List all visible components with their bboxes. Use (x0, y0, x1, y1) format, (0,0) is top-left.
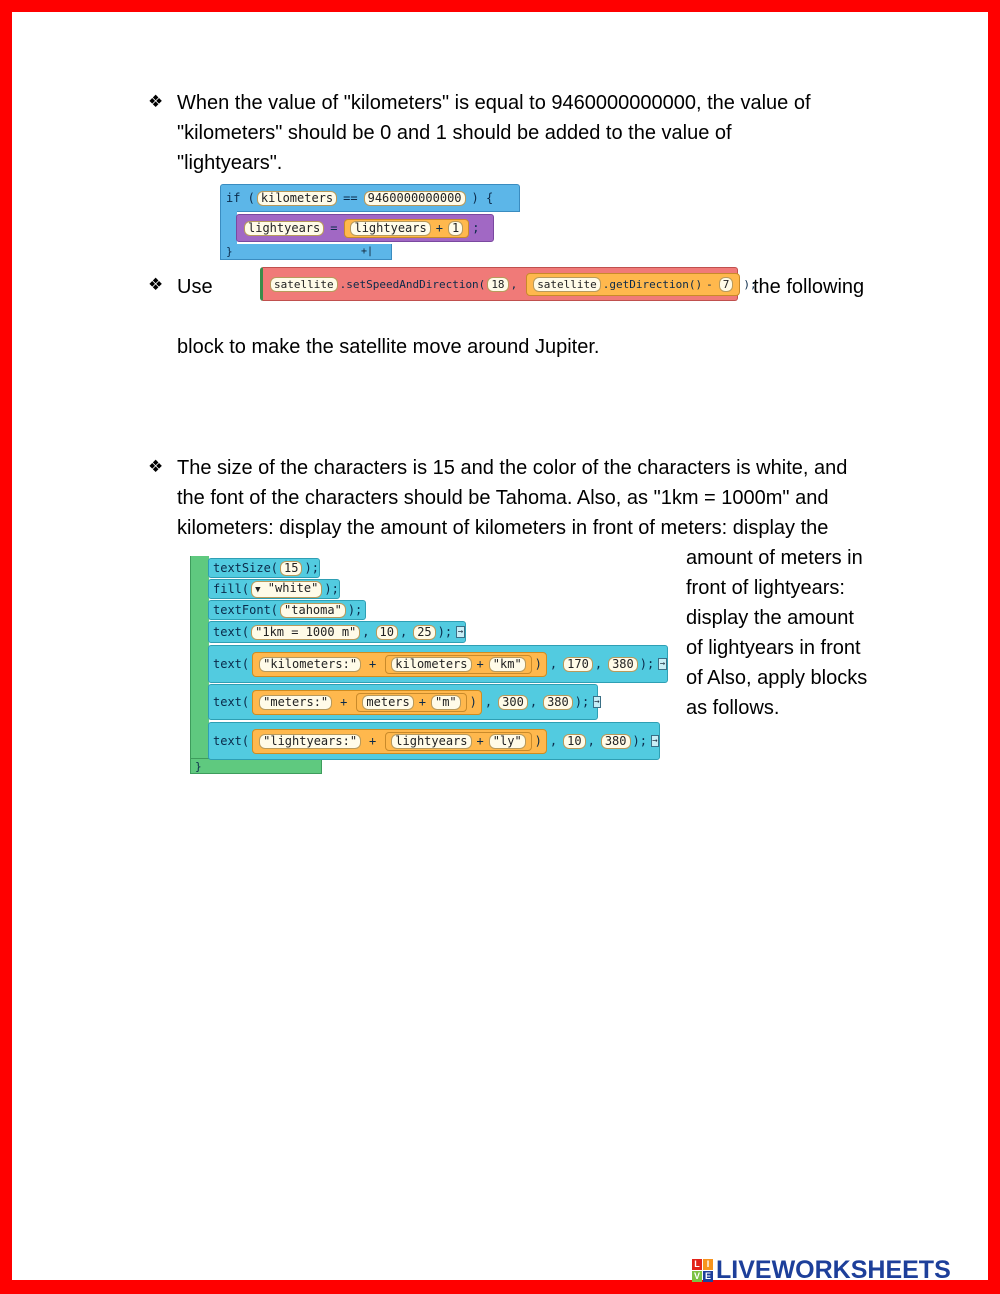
green-bottom (190, 758, 322, 774)
if-block-top (220, 184, 520, 212)
plus-op: + (369, 657, 377, 671)
text-font-close: ); (347, 603, 363, 617)
unit-literal-2: "km" (489, 657, 526, 672)
add-expression (344, 219, 469, 238)
remove-arg-icon[interactable]: → (457, 627, 464, 637)
y-literal-2: 380 (608, 657, 638, 672)
logo-letter-v: V (693, 1270, 700, 1281)
seven-literal: 7 (719, 277, 734, 292)
set-speed-method: .setSpeedAndDirection( (339, 277, 486, 291)
y-literal-3: 380 (543, 695, 573, 710)
text-call-block-3 (208, 684, 598, 720)
lightyears-var: lightyears (391, 734, 471, 749)
green-spine (190, 556, 209, 772)
remove-arg-icon[interactable]: → (652, 736, 658, 746)
bullet3-side-line1: amount of meters in (686, 547, 863, 569)
text-size-close: ); (304, 561, 319, 575)
rparen: ) (534, 734, 542, 748)
unit-literal-3: "m" (431, 695, 461, 710)
bullet3-side-line4: of lightyears in front (686, 637, 861, 659)
text-size-fn: textSize( (213, 561, 279, 575)
var-unit-expression-3 (356, 693, 466, 712)
var-unit-expression-2 (385, 655, 531, 674)
color-dropdown[interactable] (251, 581, 322, 598)
size-literal: 15 (280, 561, 302, 576)
minus-op: - (706, 277, 713, 291)
color-literal: "white" (267, 580, 319, 595)
plus-op: + (476, 657, 484, 671)
concat-expression-4 (252, 729, 547, 754)
var-unit-expression-4 (385, 732, 531, 751)
kilometers-var: kilometers (257, 191, 337, 206)
call-end: ); (743, 277, 757, 291)
speed-literal: 18 (487, 277, 508, 292)
bullet1-line3: "lightyears". (177, 152, 283, 174)
semicolon: ; (472, 221, 480, 235)
if-block-bottom (220, 244, 392, 260)
block-end-brace: } (195, 759, 202, 773)
text-fn: text( (213, 695, 250, 709)
direction-expression (526, 273, 740, 296)
fill-close: ); (324, 582, 339, 596)
text-call-block-2 (208, 645, 668, 683)
y-literal-1: 25 (413, 625, 435, 640)
text-font-block (208, 600, 366, 620)
y-literal-4: 380 (601, 734, 631, 749)
kilometers-var: kilometers (391, 657, 471, 672)
bullet3-side-line2: front of lightyears: (686, 577, 845, 599)
bullet2-suffix: the following (753, 276, 865, 298)
equals-op: == (343, 191, 358, 205)
bullet3-side-line5: of Also, apply blocks (686, 667, 868, 689)
add-statement-button[interactable]: +| (361, 246, 374, 257)
text-fn: text( (213, 734, 250, 748)
plus-op: + (340, 695, 348, 709)
x-literal-3: 300 (498, 695, 528, 710)
get-direction-method: .getDirection() (602, 277, 703, 291)
bullet3-side-line6: as follows. (686, 697, 780, 719)
diamond-bullet-icon: ❖ (148, 92, 164, 111)
logo-brand-text: LIVEWORKSHEETS (716, 1255, 951, 1284)
assign-op: = (330, 221, 338, 235)
comma-2: , (529, 695, 538, 709)
fill-fn: fill( (213, 582, 250, 596)
text-fn: text( (213, 625, 250, 639)
x-literal-1: 10 (376, 625, 398, 640)
set-speed-direction-block (260, 267, 757, 301)
bullet2-prefix: Use (177, 276, 213, 298)
unit-literal-4: "ly" (489, 734, 526, 749)
text-close-3: ); (574, 695, 590, 709)
if-end-brace: } (226, 245, 233, 258)
concat-expression-3 (252, 690, 482, 715)
logo-letter-e: E (704, 1270, 711, 1281)
bullet3-line3: kilometers: display the amount of kilometers in front of meters: display the (177, 517, 829, 539)
value-literal: 9460000000000 (364, 191, 466, 206)
bullet3-side-line3: display the amount (686, 607, 854, 629)
text-close-2: ); (639, 657, 655, 671)
one-literal: 1 (448, 221, 463, 236)
font-literal: "tahoma" (280, 603, 346, 618)
rparen: ) (534, 657, 542, 671)
plus-op: + (476, 734, 484, 748)
x-literal-2: 170 (563, 657, 593, 672)
bullet2-line2: block to make the satellite move around Jupiter. (177, 336, 600, 358)
satellite-object: satellite (270, 277, 338, 292)
plus-op: + (418, 695, 426, 709)
remove-arg-icon[interactable]: → (594, 697, 600, 707)
comma-2: , (587, 734, 595, 748)
text-call-block-1 (208, 621, 466, 643)
lightyears-var: lightyears (244, 221, 324, 236)
rparen: ) (469, 695, 477, 709)
text-fn: text( (213, 657, 250, 671)
comma-1: , (549, 734, 558, 748)
remove-arg-icon[interactable]: → (659, 659, 666, 669)
plus-op: + (369, 734, 377, 748)
text-code-block (188, 556, 672, 776)
logo-letter-l: L (692, 1259, 702, 1270)
text-close-1: ); (437, 625, 453, 639)
comma-1: , (549, 657, 558, 671)
bullet1-line2: "kilometers" should be 0 and 1 should be added to the value of (177, 122, 732, 144)
string-literal-4: "lightyears:" (259, 734, 361, 749)
plus-op: + (435, 221, 443, 235)
comma-1: , (484, 695, 493, 709)
lightyears-operand: lightyears (350, 221, 430, 236)
comma-1: , (362, 625, 370, 639)
text-size-block (208, 558, 320, 578)
comma-2: , (399, 625, 408, 639)
x-literal-4: 10 (563, 734, 585, 749)
worksheet-page (12, 12, 988, 1284)
meters-var: meters (362, 695, 413, 710)
arg-comma: , (510, 277, 518, 291)
satellite-object-2: satellite (533, 277, 601, 292)
bullet1-line1: When the value of "kilometers" is equal to 9460000000000, the value of (177, 92, 811, 114)
fill-block (208, 579, 340, 599)
bullet3-line1: The size of the characters is 15 and the color of the characters is white, and (177, 457, 848, 479)
text-close-4: ); (632, 734, 647, 748)
assign-block (236, 214, 494, 242)
logo-letter-i: I (703, 1259, 713, 1270)
diamond-bullet-icon: ❖ (148, 275, 164, 294)
string-literal-1: "1km = 1000 m" (251, 625, 360, 640)
if-keyword: if ( (226, 191, 255, 205)
dropdown-arrow-icon: ▼ (255, 584, 261, 595)
string-literal-2: "kilometers:" (259, 657, 361, 672)
if-close: ) { (471, 191, 494, 205)
comma-2: , (594, 657, 603, 671)
liveworksheets-logo (692, 1257, 951, 1283)
diamond-bullet-icon: ❖ (148, 457, 164, 476)
bullet3-line2: the font of the characters should be Tahoma. Also, as "1km = 1000m" and (177, 487, 829, 509)
concat-expression-2 (252, 652, 547, 677)
text-font-fn: textFont( (213, 603, 279, 617)
string-literal-3: "meters:" (259, 695, 332, 710)
logo-mark-icon (692, 1259, 713, 1282)
text-call-block-4 (208, 722, 660, 760)
if-code-block (220, 184, 522, 262)
if-block-spine (220, 211, 237, 245)
